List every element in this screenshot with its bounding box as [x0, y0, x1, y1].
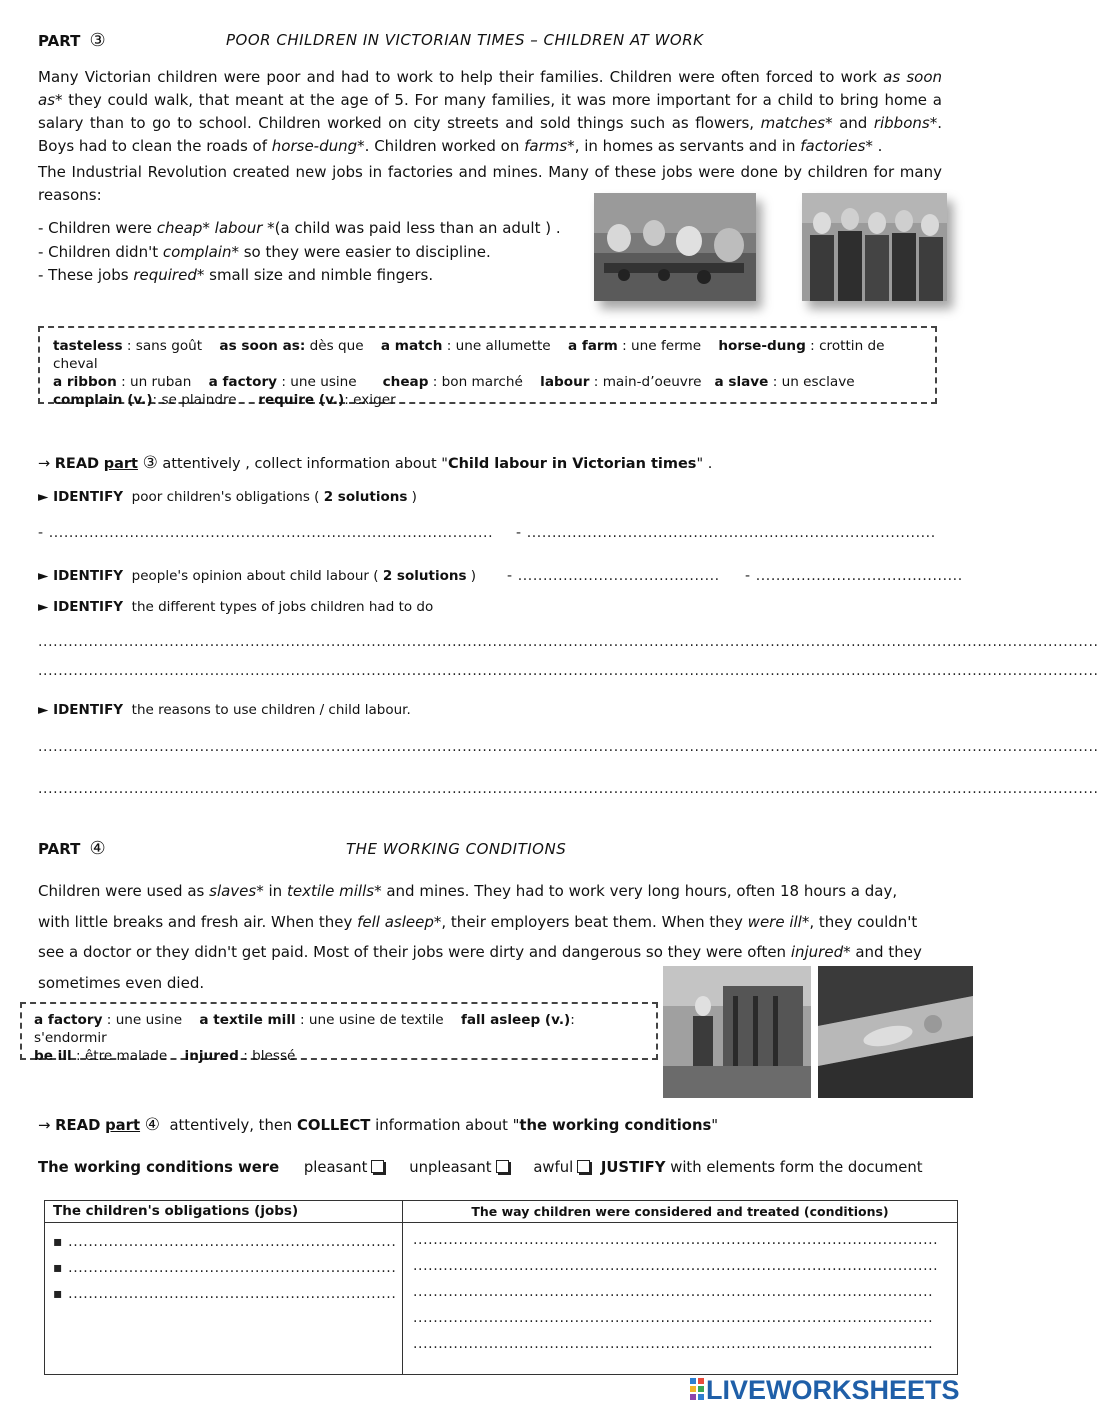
logo-icon: [690, 1378, 704, 1404]
text-run: : être malade: [71, 1048, 185, 1064]
glossary-line: [53, 337, 933, 373]
glossary-line: [53, 391, 933, 409]
answer-line[interactable]: ▪ .................................................................: [53, 1286, 397, 1302]
text-run: * they could walk, that meant at the age of 5. For many families, it was more important for a child to bring home a salary than to go to school. Children worked on city streets and sold things such as flowers,: [38, 91, 947, 132]
part3-title: POOR CHILDREN IN VICTORIAN TIMES – CHILDREN AT WORK: [226, 31, 704, 49]
text-run: : une usine: [277, 374, 383, 390]
answer-line[interactable]: - ........................................................................................: [38, 525, 494, 541]
text-run: , in homes as servants and in: [574, 137, 801, 155]
mine-engraving-image: [818, 966, 973, 1098]
brand-name: LIVEWORKSHEETS: [706, 1375, 960, 1405]
option-unpleasant[interactable]: unpleasant: [409, 1159, 508, 1176]
glossary-line: [53, 373, 933, 391]
term: a farm: [567, 338, 618, 354]
vocab-word: complain: [162, 242, 232, 261]
term: a factory: [34, 1012, 103, 1028]
part4-title: THE WORKING CONDITIONS: [346, 840, 567, 858]
answer-line[interactable]: ..................................................................................................................................................................................................................: [38, 634, 1099, 650]
vocab-word: required: [133, 266, 197, 284]
vocab-word: slaves*: [209, 882, 264, 900]
term: a factory: [208, 374, 278, 390]
task3-question-4: ► IDENTIFY the reasons to use children / child labour.: [38, 702, 411, 718]
text-run: : une ferme: [617, 338, 719, 354]
text-run: *. Children worked on: [357, 137, 525, 155]
term: injured: [184, 1048, 239, 1064]
text-run: * small size and nimble fingers.: [196, 266, 434, 284]
term: horse-dung: [718, 338, 806, 354]
text-run: : main-d’oeuvre: [589, 374, 715, 390]
answer-line[interactable]: .......................................................................................................: [413, 1336, 934, 1352]
vocab-word: textile mills*: [286, 882, 382, 900]
text-run: * so they were easier to discipline.: [231, 242, 491, 261]
task3-question-3: ► IDENTIFY the different types of jobs children had to do: [38, 599, 434, 615]
part3-paragraph-2: The Industrial Revolution created new jobs in factories and mines. Many of these jobs were done by children for many reasons:: [38, 163, 942, 204]
text-run: Children were used as: [38, 882, 210, 900]
answer-line[interactable]: ▪ .................................................................: [53, 1260, 397, 1276]
reason-item: [38, 217, 598, 241]
term: as soon as:: [219, 338, 306, 354]
part3-label: PART: [38, 32, 81, 50]
term: a textile mill: [199, 1012, 296, 1028]
answer-line[interactable]: ▪ .................................................................: [53, 1234, 397, 1250]
text-run: and they sometimes even died.: [38, 943, 927, 992]
task3-question-1: ► IDENTIFY poor children's obligations ( 2 solutions ): [38, 489, 417, 505]
answer-line[interactable]: - .................................................................................: [516, 525, 936, 541]
task3-instruction: → READ part ③ attentively , collect information about "Child labour in Victorian times" .: [38, 453, 713, 473]
vocab-word: as soon as: [38, 68, 947, 109]
boys-group-photo: [802, 193, 947, 301]
children-eating-photo: [594, 193, 756, 301]
vocab-word: farms*: [524, 137, 575, 155]
text-run: : un esclave: [768, 374, 855, 390]
text-run: : s'endormir: [34, 1012, 580, 1046]
conditions-cell: [403, 1223, 958, 1375]
text-run: : un ruban: [116, 374, 209, 390]
conditions-table: [44, 1200, 958, 1375]
task3-question-2: ► IDENTIFY people's opinion about child labour ( 2 solutions ): [38, 568, 477, 584]
text-run: . Boys had to clean the roads of: [38, 114, 947, 155]
vocab-word: were ill*: [747, 912, 810, 931]
table-header-obligations: The children's obligations (jobs): [45, 1201, 403, 1223]
term: be ill: [34, 1048, 72, 1064]
answer-line[interactable]: .......................................................................................................: [413, 1284, 934, 1300]
vocab-word: cheap* labour: [156, 219, 263, 237]
term: a ribbon: [53, 374, 117, 390]
task4-instruction: → READ part ④ attentively, then COLLECT information about "the working conditions": [38, 1115, 719, 1135]
obligations-cell: [45, 1223, 403, 1375]
glossary-line: [34, 1011, 649, 1047]
text-run: : bon marché: [428, 374, 541, 390]
text-run: : exiger: [344, 392, 396, 408]
text-run: and mines. They had to work very long hours, often 18 hours a day, with little breaks and fresh air. When they: [38, 882, 902, 931]
text-run: *(a child was paid less than an adult ) .: [262, 219, 561, 237]
vocab-word: factories: [800, 137, 866, 155]
option-pleasant[interactable]: pleasant: [304, 1159, 385, 1176]
vocab-word: ribbons*: [873, 114, 938, 132]
vocab-word: horse-dung: [271, 137, 358, 155]
reason-item: [38, 241, 598, 265]
arrow-icon: →: [38, 456, 51, 472]
text-run: in: [263, 882, 287, 900]
text-run: : une usine: [102, 1012, 200, 1028]
table-header-conditions: The way children were considered and treated (conditions): [403, 1201, 958, 1223]
text-run: : crottin de cheval: [53, 338, 889, 372]
part3-number: ③: [89, 30, 106, 51]
glossary-line: [34, 1047, 649, 1065]
part3-paragraph-1: [38, 66, 947, 158]
part4-number: ④: [89, 838, 106, 859]
answer-line[interactable]: - ........................................: [507, 568, 720, 584]
checkbox-icon[interactable]: [371, 1160, 384, 1173]
term: a match: [380, 338, 443, 354]
text-run: : sans goût: [122, 338, 220, 354]
answer-line[interactable]: ..................................................................................................................................................................................................................: [38, 781, 1099, 797]
term: cheap: [382, 374, 429, 390]
text-run: *, their employers beat them. When they: [433, 912, 748, 931]
part4-glossary: [34, 1011, 649, 1065]
text-run: * .: [865, 137, 883, 155]
part4-label: PART: [38, 840, 81, 858]
answer-line[interactable]: ........................................................................................................: [413, 1232, 939, 1248]
vocab-word: fell asleep: [357, 912, 434, 931]
answer-line[interactable]: ........................................................................................................: [413, 1258, 939, 1274]
option-awful[interactable]: awful: [533, 1159, 590, 1176]
term: require (v.): [258, 392, 345, 408]
vocab-word: matches*: [760, 114, 833, 132]
text-run: - Children didn't: [38, 242, 163, 261]
text-run: : blessé: [238, 1048, 296, 1064]
text-run: , they couldn't see a doctor or they didn't get paid. Most of their jobs were dirty and dangerous so they were often: [38, 912, 923, 961]
answer-line[interactable]: ..................................................................................................................................................................................................................: [38, 739, 1099, 755]
term: fall asleep (v.): [460, 1012, 571, 1028]
answer-line[interactable]: ..................................................................................................................................................................................................................: [38, 663, 1099, 679]
liveworksheets-logo[interactable]: [690, 1375, 960, 1407]
part4-header: [38, 838, 106, 859]
text-run: Many Victorian children were poor and had to work to help their families. Children were often forced to work: [38, 68, 884, 86]
reason-item: [38, 264, 598, 288]
part3-header: [38, 30, 106, 51]
checkbox-icon[interactable]: [577, 1160, 590, 1173]
term: labour: [540, 374, 590, 390]
text-run: : une allumette: [442, 338, 568, 354]
text-run: : une usine de textile: [295, 1012, 461, 1028]
answer-line[interactable]: .......................................................................................................: [413, 1310, 934, 1326]
answer-line[interactable]: - .........................................: [745, 568, 963, 584]
text-run: and: [832, 114, 874, 132]
text-run: - Children were: [38, 219, 157, 237]
part3-reasons-list: [38, 217, 598, 288]
text-run: : se plaindre: [152, 392, 259, 408]
text-run: - These jobs: [38, 266, 134, 284]
term: a slave: [714, 374, 769, 390]
part3-glossary: [53, 337, 933, 409]
term: tasteless: [53, 338, 123, 354]
text-run: dès que: [305, 338, 381, 354]
arrow-icon: →: [38, 1117, 51, 1134]
checkbox-icon[interactable]: [496, 1160, 509, 1173]
working-conditions-choice: The working conditions were pleasant unpleasant awful JUSTIFY with elements form the document: [38, 1159, 923, 1176]
term: complain (v.): [53, 392, 153, 408]
vocab-word: injured*: [790, 943, 851, 961]
textile-mill-photo: [663, 966, 811, 1098]
